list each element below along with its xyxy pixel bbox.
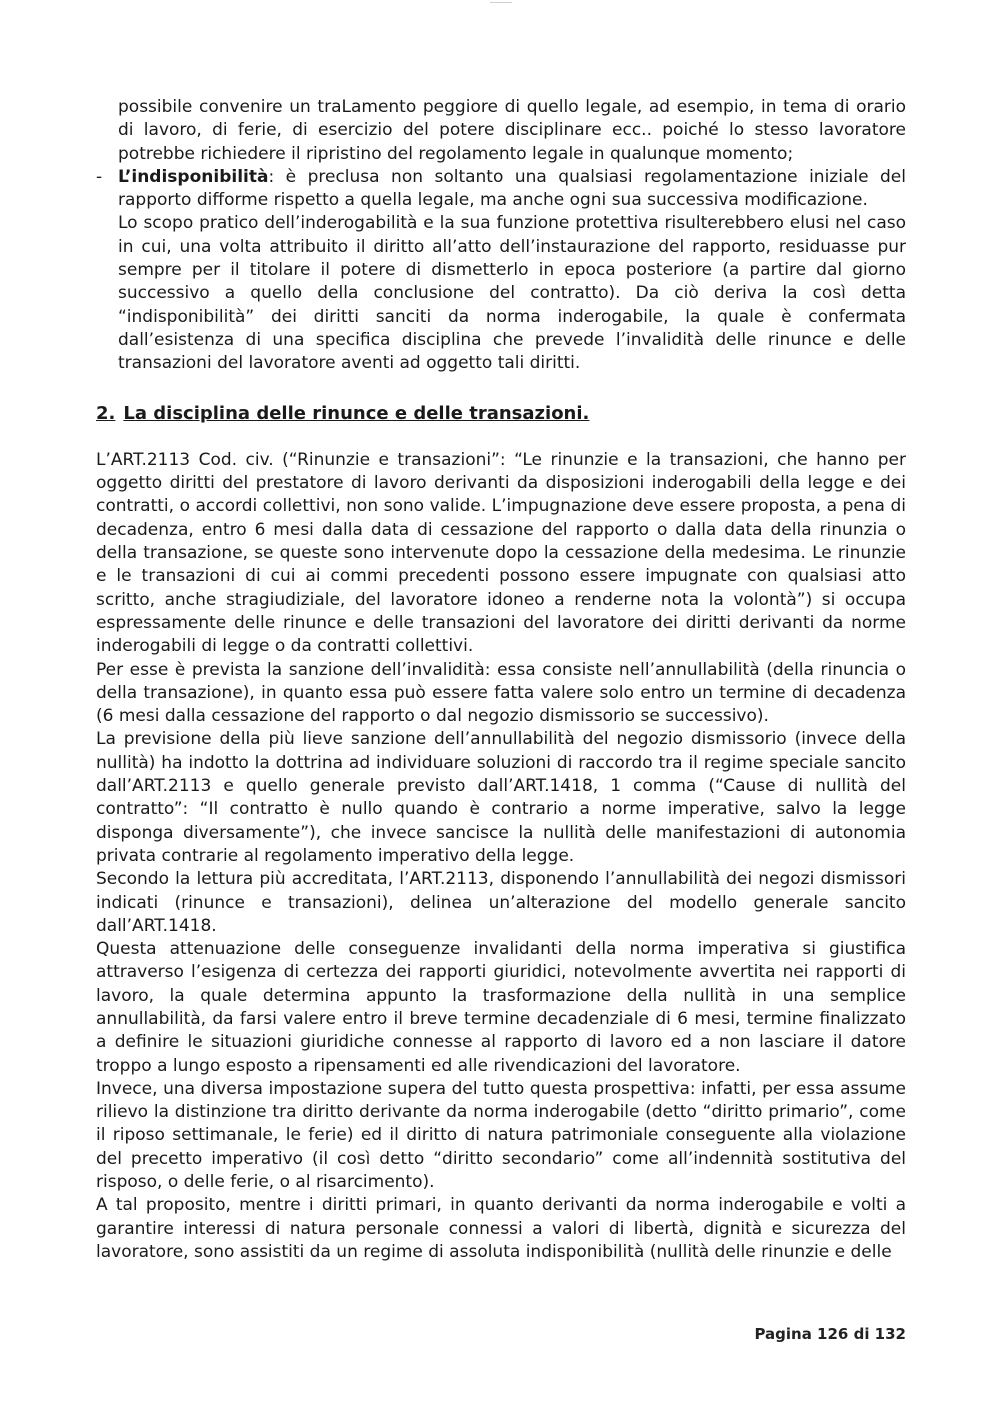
page-content	[96, 96, 906, 1264]
body-paragraph: Questa attenuazione delle conseguenze invalidanti della norma imperativa si giustifica attraverso l’esigenza di certezza dei rapporti giuridici, notevolmente avvertita nei rapporti di lavoro, la quale determina appunto la trasformazione della nullità in una semplice annullabilità, da farsi valere entro il breve termine decadenziale di 6 mesi, termine finalizzato a definire le situazioni giuridiche connesse al rapporto di lavoro ed a non lasciare il datore troppo a lungo esposto a ripensamenti ed alle rivendicazioni del lavoratore.	[96, 939, 906, 1076]
body-paragraph: L’ART.2113 Cod. civ. (“Rinunzie e transazioni”: “Le rinunzie e la transazioni, che hanno per oggetto diritti del prestatore di lavoro derivanti da disposizioni inderogabili della legge e dei contratti, o accordi collettivi, non sono valide. L’impugnazione deve essere proposta, a pena di decadenza, entro 6 mesi dalla data di cessazione del rapporto o dalla data della rinunzia o della transazione, se queste sono intervenute dopo la cessazione della medesima. Le rinunzie e le transazioni di cui ai commi precedenti possono essere impugnate con qualsiasi atto scritto, anche stragiudiziale, del lavoratore idoneo a renderne nota la volontà”) si occupa espressamente delle rinunce e delle transazioni del lavoratore dei diritti derivanti da norme inderogabili di legge o da contratti collettivi.	[96, 449, 906, 657]
section-heading	[96, 402, 906, 425]
body-paragraph: Per esse è prevista la sanzione dell’invalidità: essa consiste nell’annullabilità (della rinuncia o della transazione), in quanto essa può essere fatta valere solo entro un termine di decadenza (6 mesi dalla cessazione del rapporto o dal negozio dismissorio se successivo).	[96, 659, 906, 727]
body-paragraph: Invece, una diversa impostazione supera del tutto questa prospettiva: infatti, per essa assume rilievo la distinzione tra diritto derivante da norma inderogabile (detto “diritto primario”, come il riposo settimanale, le ferie) ed il diritto di natura patrimoniale conseguente alla violazione del precetto imperativo (il così detto “diritto secondario” come all’indennità sostitutiva del risposo, o delle ferie, o al risarcimento).	[96, 1078, 906, 1193]
body-paragraph: A tal proposito, mentre i diritti primari, in quanto derivanti da norma inderogabile e volti a garantire interessi di natura personale connessi a valori di libertà, dignità e sicurezza del lavoratore, sono assistiti da un regime di assoluta indisponibilità (nullità delle rinunzie e delle	[96, 1195, 906, 1262]
bullet-item-indisponibilita	[96, 166, 906, 213]
body-paragraph: La previsione della più lieve sanzione dell’annullabilità del negozio dismissorio (invece della nullità) ha indotto la dottrina ad individuare soluzioni di raccordo tra il regime speciale sancito dall’ART.2113 e quello generale previsto dall’ART.1418, 1 comma (“Cause di nullità del contratto”: “Il contratto è nullo quando è contrario a norme imperative, salvo la legge disponga diversamente”), che invece sancisce la nullità delle manifestazioni di autonomia privata contrarie al regolamento imperativo della legge.	[96, 729, 906, 866]
header-mark	[490, 2, 512, 7]
bullet-dash: -	[96, 166, 103, 187]
section-number: 2.	[96, 402, 116, 424]
bullet-text: : è preclusa non soltanto una qualsiasi regolamentazione iniziale del rapporto difforme rispetto a quella legale, ma anche ogni sua successiva modificazione.	[118, 166, 906, 211]
scope-paragraph: Lo scopo pratico dell’inderogabilità e la sua funzione protettiva risulterebbero elusi nel caso in cui, una volta attribuito il diritto all’atto dell’instaurazione del rapporto, residuasse pur sempre per il titolare il potere di dismetterlo in epoca posteriore (a partire dal giorno successivo a quello della conclusione del contratto). Da ciò deriva la così detta “indisponibilità” dei diritti sanciti da norma inderogabile, la quale è confermata dall’esistenza di una specifica disciplina che prevede l’invalidità delle rinunce e delle transazioni del lavoratore aventi ad oggetto tali diritti.	[118, 213, 906, 374]
body-paragraph: Secondo la lettura più accreditata, l’ART.2113, disponendo l’annullabilità dei negozi dismissori indicati (rinunce e transazioni), delinea un’alterazione del modello generale sancito dall’ART.1418.	[96, 869, 906, 936]
bullet-term: L’indisponibilità	[118, 166, 269, 187]
page-number-footer: Pagina 126 di 132	[754, 1325, 906, 1343]
section-title: La disciplina delle rinunce e delle transazioni.	[123, 402, 590, 424]
intro-paragraph: possibile convenire un traLamento peggiore di quello legale, ad esempio, in tema di orario di lavoro, di ferie, di esercizio del potere disciplinare ecc.. poiché lo stesso lavoratore potrebbe richiedere il ripristino del regolamento legale in qualunque momento;	[118, 97, 906, 164]
